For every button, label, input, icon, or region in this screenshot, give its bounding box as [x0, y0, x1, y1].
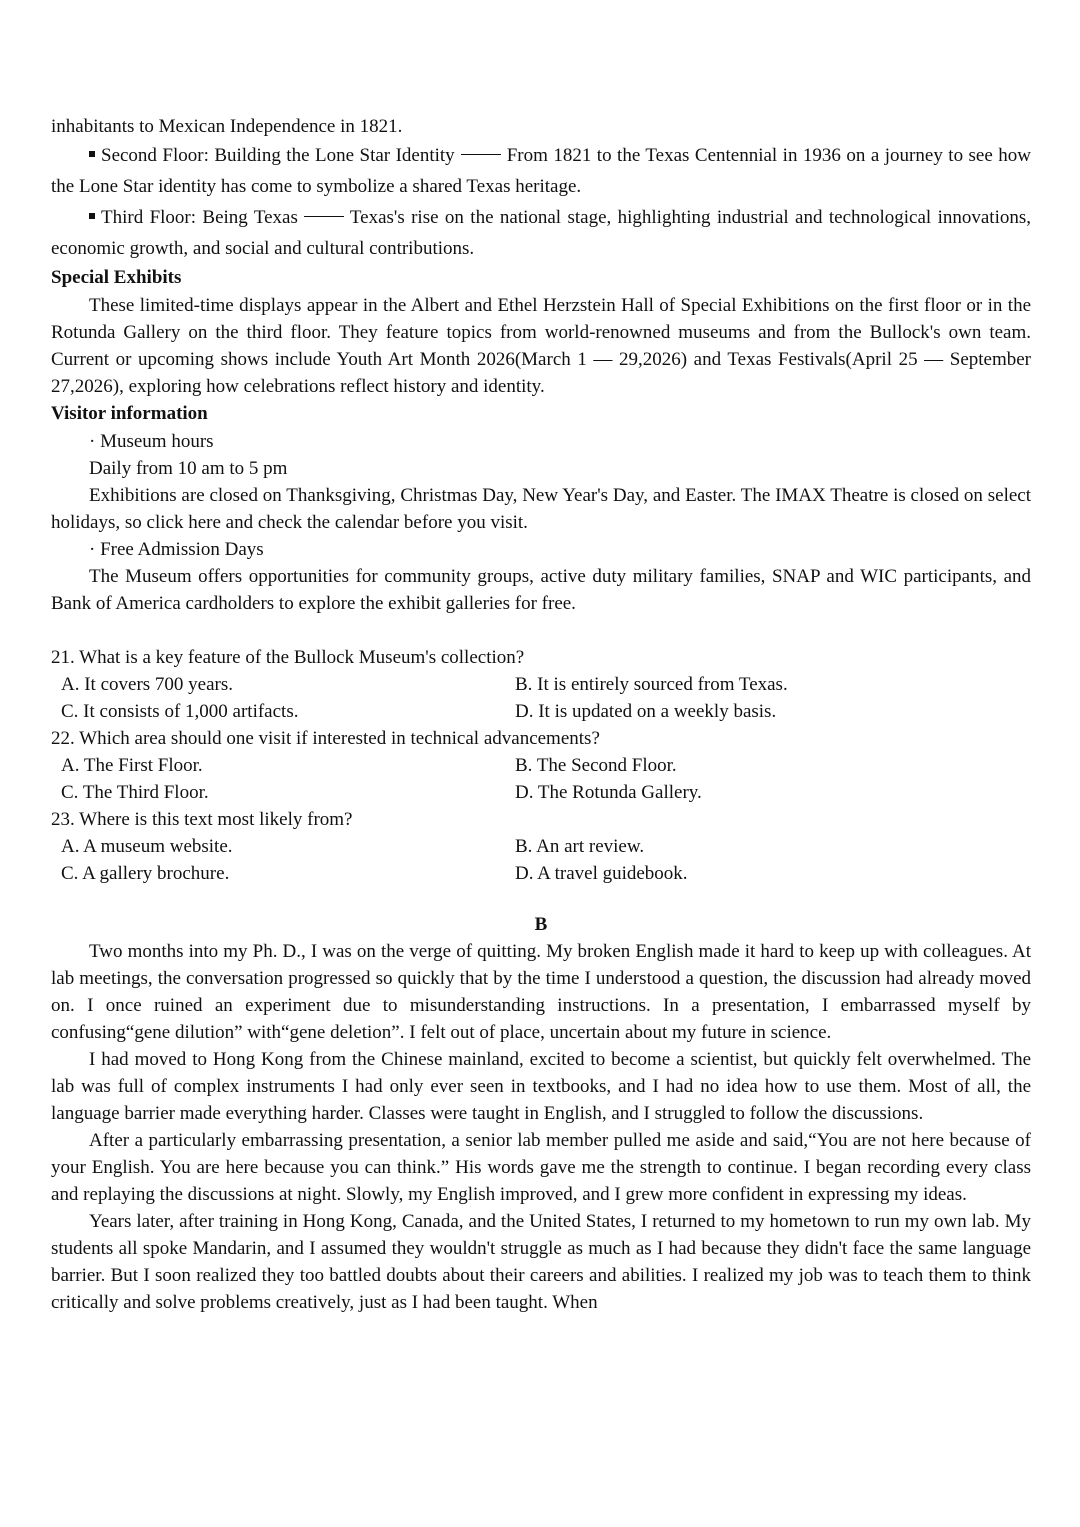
floor-item-third — [51, 202, 1031, 264]
option-c: C. A gallery brochure. — [61, 863, 230, 884]
spacer — [51, 617, 1031, 644]
special-exhibits-text: These limited-time displays appear in the Albert and Ethel Herzstein Hall of Special Exhibitions on the first floor or in the Rotunda Gallery on the third floor. They feature topics from world-renowned museums and from the Bullock's own team. Current or upcoming shows include Youth Art Month 2026(March 1 — 29,2026) and Texas Festivals(April 25 — September 27,2026), exploring how celebrations reflect history and identity. — [51, 295, 1031, 397]
options-row — [51, 752, 1031, 779]
question-block-23 — [51, 806, 1031, 887]
passage-b-title: B — [534, 914, 548, 935]
option-d: D. It is updated on a weekly basis. — [515, 701, 777, 722]
intro-tail: inhabitants to Mexican Independence in 1821. — [51, 116, 403, 137]
question-block-22 — [51, 725, 1031, 806]
options-row — [51, 833, 1031, 860]
museum-hours-label: · Museum hours — [89, 431, 214, 452]
dash-separator — [304, 216, 344, 217]
passage-b-paragraph: Two months into my Ph. D., I was on the verge of quitting. My broken English made it hard to keep up with colleagues. At lab meetings, the conversation progressed so quickly that by the time I understood a question, the discussion had already moved on. I once ruined an experiment due to misunderstanding instructions. In a presentation, I embarrassed myself by confusing“gene dilution” with“gene deletion”. I felt out of place, uncertain about my future in science. — [51, 941, 1031, 1043]
options-row — [51, 698, 1031, 725]
question-text: 21. What is a key feature of the Bullock Museum's collection? — [51, 647, 525, 668]
free-admission-label: · Free Admission Days — [89, 539, 264, 560]
option-a: A. It covers 700 years. — [61, 674, 234, 695]
options-row — [51, 860, 1031, 887]
question-text: 22. Which area should one visit if interested in technical advancements? — [51, 728, 600, 749]
visitor-info-heading: Visitor information — [51, 403, 208, 424]
special-exhibits-heading: Special Exhibits — [51, 267, 182, 288]
dash-separator — [461, 154, 501, 155]
option-a: A. A museum website. — [61, 836, 233, 857]
option-a: A. The First Floor. — [61, 755, 203, 776]
floor-title: Second Floor: Building the Lone Star Identity — [101, 145, 455, 166]
options-row — [51, 779, 1031, 806]
passage-b-paragraph: After a particularly embarrassing presentation, a senior lab member pulled me aside and said,“You are not here because of your English. You are here because you can think.” His words gave me the strength to continue. I began recording every class and replaying the discussions at night. Slowly, my English improved, and I grew more confident in expressing my ideas. — [51, 1130, 1031, 1205]
square-bullet-icon — [89, 213, 95, 219]
option-b: B. The Second Floor. — [515, 755, 677, 776]
question-block-21 — [51, 644, 1031, 725]
options-row — [51, 671, 1031, 698]
option-b: B. An art review. — [515, 836, 645, 857]
museum-hours-value: Daily from 10 am to 5 pm — [89, 458, 288, 479]
question-text: 23. Where is this text most likely from? — [51, 809, 353, 830]
floor-title: Third Floor: Being Texas — [101, 207, 298, 228]
free-admission-text: The Museum offers opportunities for community groups, active duty military families, SNAP and WIC participants, and Bank of America cardholders to explore the exhibit galleries for free. — [51, 566, 1031, 614]
option-b: B. It is entirely sourced from Texas. — [515, 674, 788, 695]
option-c: C. The Third Floor. — [61, 782, 209, 803]
floor-desc: Texas's rise on the national stage, highlighting industrial and technological innovations, economic growth, and social and cultural contributions. — [51, 207, 1031, 259]
passage-b-paragraph: Years later, after training in Hong Kong, Canada, and the United States, I returned to my hometown to run my own lab. My students all spoke Mandarin, and I assumed they wouldn't struggle as much as I had because they didn't face the same language barrier. But I soon realized they too battled doubts about their careers and abilities. I realized my job was to teach them to think critically and solve problems creatively, just as I had been taught. When — [51, 1211, 1031, 1313]
museum-hours-note: Exhibitions are closed on Thanksgiving, Christmas Day, New Year's Day, and Easter. The IMAX Theatre is closed on select holidays, so click here and check the calendar before you visit. — [51, 485, 1031, 533]
option-d: D. A travel guidebook. — [515, 863, 688, 884]
square-bullet-icon — [89, 151, 95, 157]
passage-b-paragraph: I had moved to Hong Kong from the Chinese mainland, excited to become a scientist, but quickly felt overwhelmed. The lab was full of complex instruments I had only ever seen in textbooks, and I had no idea how to use them. Most of all, the language barrier made everything harder. Classes were taught in English, and I struggled to follow the discussions. — [51, 1049, 1031, 1124]
floor-item-second — [51, 140, 1031, 202]
option-c: C. It consists of 1,000 artifacts. — [61, 701, 299, 722]
document-page — [51, 113, 1031, 1316]
floor-desc: From 1821 to the Texas Centennial in 1936 on a journey to see how the Lone Star identity has come to symbolize a shared Texas heritage. — [51, 145, 1031, 197]
option-d: D. The Rotunda Gallery. — [515, 782, 702, 803]
